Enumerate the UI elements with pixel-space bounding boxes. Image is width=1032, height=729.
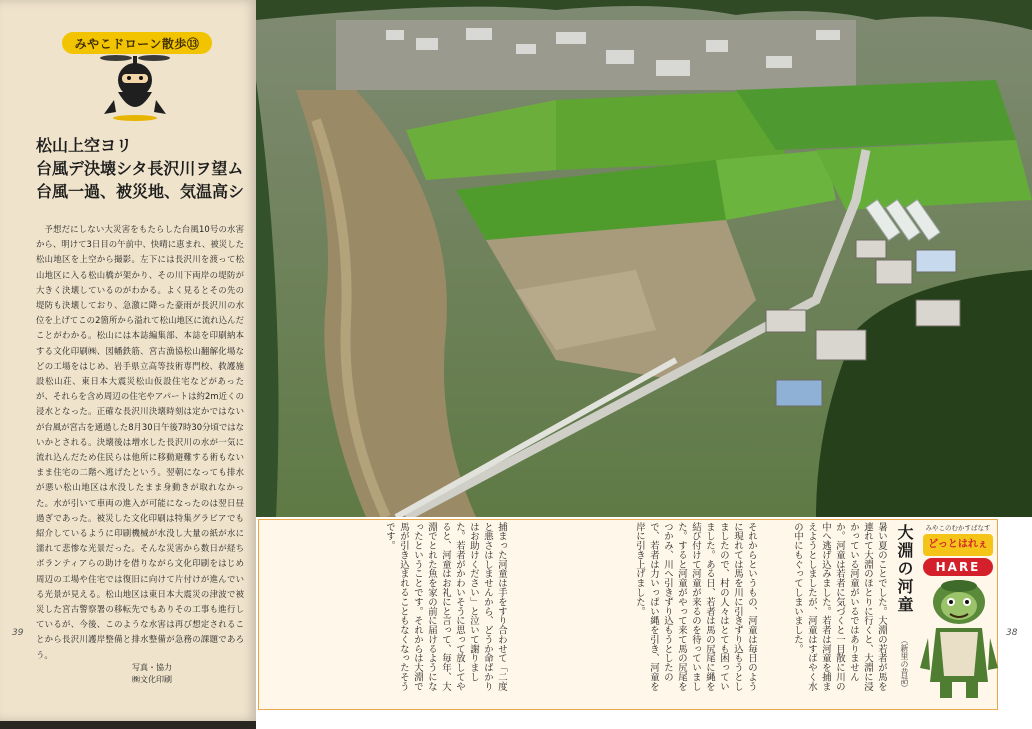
column-logo: HARE xyxy=(923,558,993,576)
series-banner: みやこドローン散歩⑬ xyxy=(62,32,212,54)
photo-credit xyxy=(112,662,192,686)
folktale-column-text: 暑い夏のことでした。大淵の若者が馬を連れて大淵のほとりに行くと、大淵に浸かっている河童がいるではありませんか。河童は若者に気づくと一目散に川の中へ逃げ込みました。若者は河童を捕まえようとしましたが、河童はすばやく水の中にもぐってしまいました。 xyxy=(792,522,887,692)
page-number-right: 38 xyxy=(1006,628,1018,638)
ninja-drone-mascot-icon xyxy=(96,52,174,122)
page-number-left: 39 xyxy=(12,628,24,638)
folktale-subtitle: （新里の昔話） xyxy=(900,636,909,692)
column-header xyxy=(920,522,996,576)
article-paragraph: 予想だにしない大災害をもたらした台風10号の水害から、明けて3日目の午前中、快晴に恵まれ、被災した松山地区を上空から撮影。左下には長沢川を渡って松山地区に入る松山橋が架かり、その川下両岸の堤防が大きく決壊しているのがわかる。よく見るとその先の堤防も決壊しており、急激に降った豪雨が長沢川の水位を上げてこの2箇所から溢れて松山地区に流れ込んだことがわかる。松山には本誌編集部、本誌を印刷納本する文化印刷㈱、図幡鉄筋、宮古漁協松山翻解化場などの工場をはじめ、岩手県立高等技術専門校、救護施設松山荘、東日本大震災松山仮設住宅などがあったが、それらを含め周辺の住宅やアパートは約2m近くの浸水となった。正確な長沢川決壊時刻は定かではないが台風が宮古を通過した8月30日午後7時30分頃ではないかとされる。決壊後は増水した長沢川の水が一気に流れ込んだため住民らは他所に移動避難する術もないまま住宅の二階へ逃げたという。翌朝になっても排水が悪い松山地区は水没したまま身動きが取れなかった。水が引いて車両の進入が可能になったのは翌日昼過ぎであった。被災した文化印刷は特集グラビアでも紹介しているように印刷機械が水没し大量の紙が水に濡れて悲惨な光景だった。そんな災害から数日が経ちボランティアらの助けを借りながら文化印刷をはじめ周辺の工場や住宅では復旧に向けて片付けが進んでいる光景が見える。松山地区は東日本大震災の津波で被災した宮古警察署の移転先でもありその工事も進行しているが、今後、このような水害は再び想定されることから長沢川護岸整備と排水整備が急務の課題であろう。 xyxy=(36,224,244,660)
kappa-character-icon xyxy=(918,572,1000,702)
folktale-column-text: それからというもの、河童は毎日のように現れては馬を川に引きずり込もうとしましたので、村の人々はとても困っていました。ある日、若者は馬の尻尾に縄を結び付けて河童が来るのを待っていました。すると河童がやって来て馬の尻尾をつかみ、川へ引きずり込もうとしたので、若者は力いっぱい縄を引き、河童を岸に引き上げました。 xyxy=(634,522,757,692)
headline-line: 台風デ決壊シタ長沢川ヲ望ム xyxy=(36,159,244,178)
column-badge: どっとはれぇ xyxy=(923,534,993,556)
left-page xyxy=(0,0,258,721)
column-kicker: みやこのむかすばなす xyxy=(925,524,991,532)
credit-label: 写真・協力 xyxy=(132,663,172,672)
headline xyxy=(36,134,246,203)
article-body xyxy=(36,222,244,663)
folktale-column-text: 捕まった河童は手をすり合わせて「二度と悪さはしませんから、どうか命ばかりはお助けください」と泣いて謝りました。若者がかわいそうに思って放してやると、河童はお礼にと言って、毎年、大淵でとれた魚を家の前に届けるようになったということです。それからは大淵で馬が引き込まれることもなくなったそうです。 xyxy=(384,522,507,692)
aerial-flood-photo xyxy=(256,0,1032,517)
credit-name: ㈱文化印刷 xyxy=(132,675,172,684)
headline-line: 台風一過、被災地、気温高シ xyxy=(36,182,245,201)
folktale-title: 大淵の河童 xyxy=(895,524,914,614)
headline-line: 松山上空ヨリ xyxy=(36,136,133,155)
